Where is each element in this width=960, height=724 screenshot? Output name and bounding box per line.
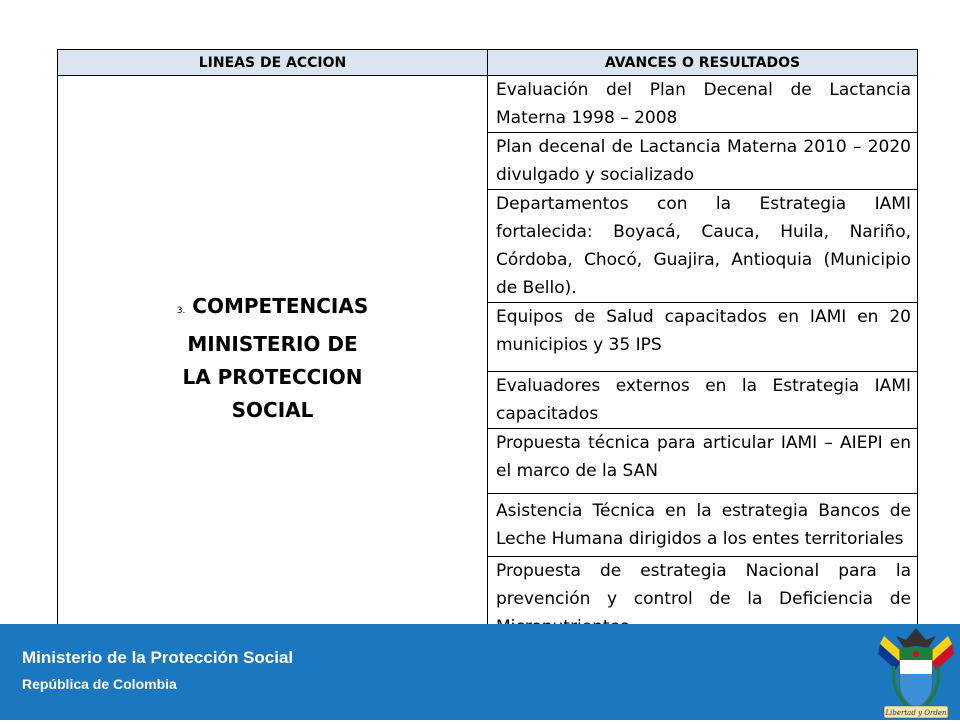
header-lineas-de-accion: LINEAS DE ACCION [58, 50, 488, 76]
result-item: Propuesta técnica para articular IAMI – AIEPI en el marco de la SAN [488, 429, 918, 494]
result-item: Equipos de Salud capacitados en IAMI en 20 municipios y 35 IPS [488, 303, 918, 372]
actions-results-table [57, 49, 918, 642]
footer-bar [0, 624, 960, 720]
result-item: Plan decenal de Lactancia Materna 2010 – 2020 divulgado y socializado [488, 133, 918, 190]
table-row [58, 76, 918, 133]
country-name: República de Colombia [22, 676, 177, 692]
colombia-coat-of-arms-icon [876, 626, 956, 720]
table-header-row [58, 50, 918, 76]
result-item: Departamentos con la Estrategia IAMI fortalecida: Boyacá, Cauca, Huila, Nariño, Córdoba, Chocó, Guajira, Antioquia (Municipio de Bello). [488, 190, 918, 303]
result-item: Propuesta de estrategia Nacional para la prevención y control de la Deficiencia de [488, 557, 918, 642]
result-item: Evaluadores externos en la Estrategia IAMI capacitados [488, 372, 918, 429]
action-line-cell [58, 76, 488, 642]
result-item: Asistencia Técnica en la estrategia Bancos de Leche Humana dirigidos a los entes territoriales [488, 494, 918, 557]
ministry-name: Ministerio de la Protección Social [22, 648, 294, 667]
emblem-motto: Libertad y Orden [885, 709, 947, 717]
action-line-number: 3. [176, 306, 186, 316]
result-item: Evaluación del Plan Decenal de Lactancia Materna 1998 – 2008 [488, 76, 918, 133]
header-avances-resultados: AVANCES O RESULTADOS [488, 50, 918, 76]
action-line-title: 3. COMPETENCIAS MINISTERIO DE LA PROTECCION SOCIAL [176, 294, 369, 422]
